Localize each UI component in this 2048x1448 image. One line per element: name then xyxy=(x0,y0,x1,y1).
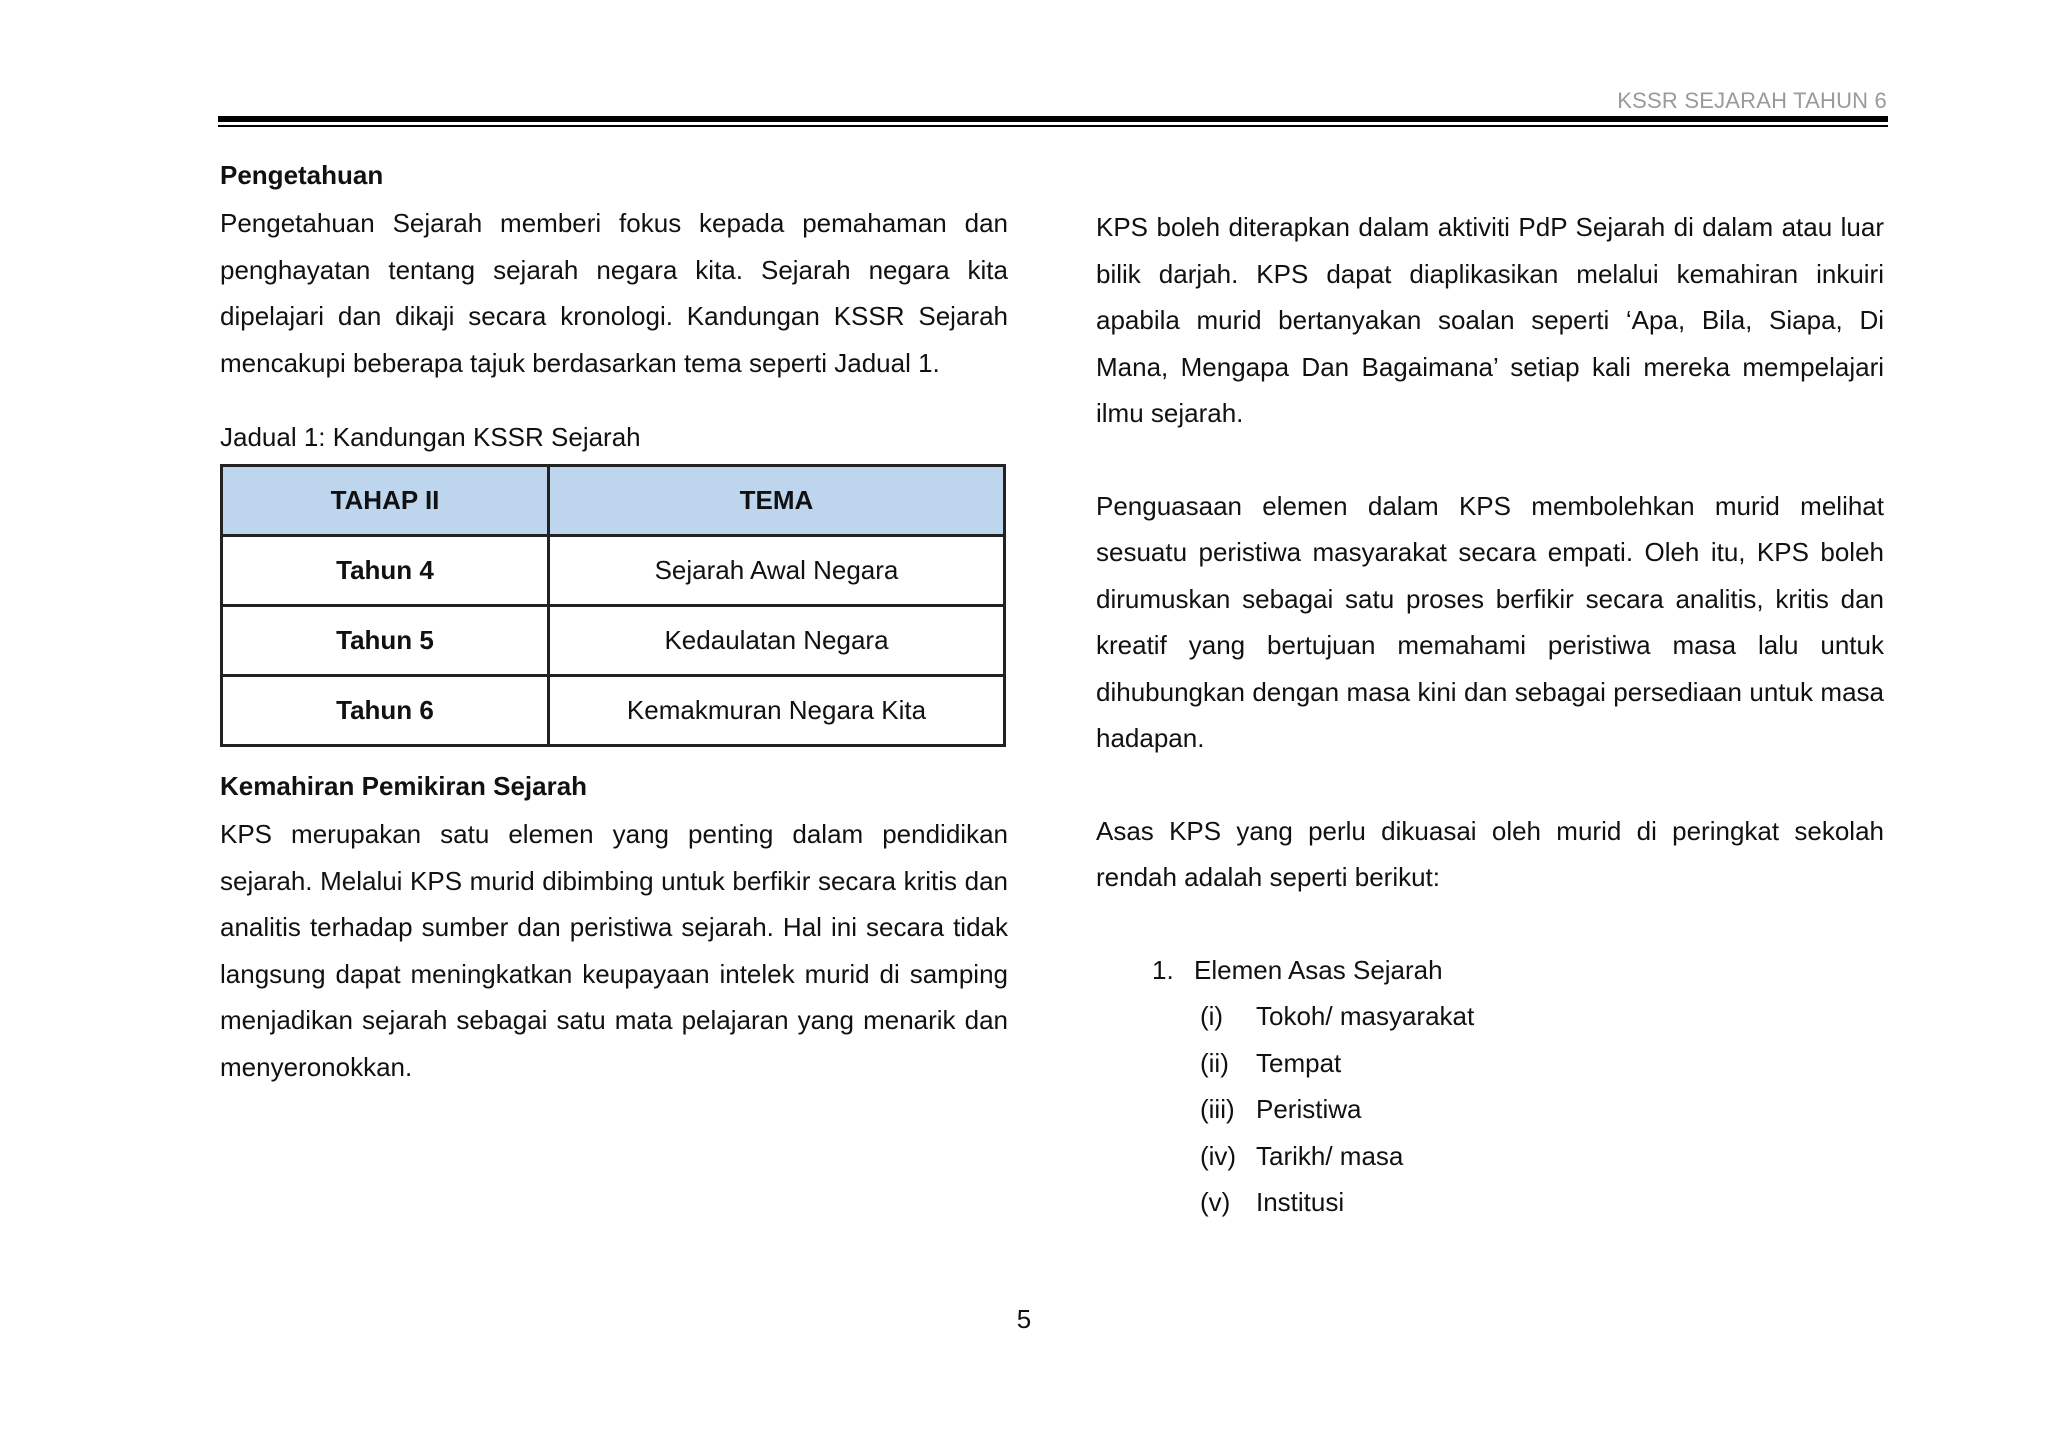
sub-list-numeral: (iii) xyxy=(1200,1094,1235,1124)
sub-list-text: Institusi xyxy=(1256,1187,1345,1217)
table-cell-theme: Kemakmuran Negara Kita xyxy=(626,695,927,725)
list-number: 1. xyxy=(1152,954,1174,985)
sub-list-text: Peristiwa xyxy=(1256,1094,1362,1124)
paragraph-kps-application: KPS boleh diterapkan dalam aktiviti PdP Sejarah di dalam atau luar bilik darjah. KPS dapat diaplikasikan melalui kemahiran inkuiri apabila murid bertanyakan soalan seperti ‘Apa, Bila, Siapa, Di Mana, Mengapa Dan Bagaimana’ setiap kali mereka mempelajari ilmu sejarah. xyxy=(1096,212,1884,428)
paragraph-kps: KPS merupakan satu elemen yang penting dalam pendidikan sejarah. Melalui KPS murid dibimbing untuk berfikir secara kritis dan analitis terhadap sumber dan peristiwa sejarah. Hal ini secara tidak langsung dapat meningkatkan keupayaan intelek murid di samping menjadikan sejarah sebagai satu mata pelajaran yang menarik dan menyeronokkan. xyxy=(220,819,1008,1082)
sub-list-numeral: (ii) xyxy=(1200,1047,1229,1078)
sub-list-text: Tempat xyxy=(1256,1047,1342,1078)
table-cell-year: Tahun 6 xyxy=(223,677,550,744)
section-heading-pengetahuan: Pengetahuan xyxy=(220,160,384,190)
content-table xyxy=(220,464,1006,747)
list-title: Elemen Asas Sejarah xyxy=(1194,954,1443,985)
list-item xyxy=(1152,947,1884,994)
sub-list-text: Tokoh/ masyarakat xyxy=(1256,1001,1475,1031)
table-cell-theme: Kedaulatan Negara xyxy=(550,607,1003,677)
sub-list-item xyxy=(1200,1086,1884,1133)
table-row xyxy=(223,607,1003,677)
sub-list-numeral: (iv) xyxy=(1200,1140,1237,1171)
header-rule-thin xyxy=(218,125,1888,127)
running-header: KSSR SEJARAH TAHUN 6 xyxy=(1617,88,1887,113)
table-row xyxy=(223,677,1003,744)
sub-list-numeral: (i) xyxy=(1200,1001,1224,1031)
left-column xyxy=(220,158,1008,1090)
header-rule-thick xyxy=(218,116,1888,122)
table-caption: Jadual 1: Kandungan KSSR Sejarah xyxy=(220,422,641,452)
sub-list-item xyxy=(1200,1179,1884,1226)
right-column xyxy=(1096,204,1884,1226)
table-cell-theme: Sejarah Awal Negara xyxy=(550,537,1003,607)
section-heading-kps: Kemahiran Pemikiran Sejarah xyxy=(220,771,588,801)
table-header-row xyxy=(223,467,1003,537)
sub-list-item xyxy=(1200,993,1884,1040)
table-header-cell: TEMA xyxy=(550,467,1003,537)
table-cell-year: Tahun 4 xyxy=(223,537,550,607)
elements-list xyxy=(1152,947,1884,1226)
sub-list-item xyxy=(1200,1040,1884,1087)
paragraph-kps-basics: Asas KPS yang perlu dikuasai oleh murid di peringkat sekolah rendah adalah seperti berikut: xyxy=(1096,815,1884,892)
paragraph-pengetahuan: Pengetahuan Sejarah memberi fokus kepada pemahaman dan penghayatan tentang sejarah negara kita. Sejarah negara kita dipelajari dan dikaji secara kronologi. Kandungan KSSR Sejarah mencakupi beberapa tajuk berdasarkan tema seperti Jadual 1. xyxy=(220,208,1008,378)
paragraph-kps-mastery: Penguasaan elemen dalam KPS membolehkan murid melihat sesuatu peristiwa masyarakat secara empati. Oleh itu, KPS boleh dirumuskan sebagai satu proses berfikir secara analitis, kritis dan kreatif yang bertujuan memahami peristiwa masa lalu untuk dihubungkan dengan masa kini dan sebagai persediaan untuk masa hadapan. xyxy=(1096,490,1884,753)
table-header-cell: TAHAP II xyxy=(223,467,550,537)
table-row xyxy=(223,537,1003,607)
sub-list-text: Tarikh/ masa xyxy=(1256,1140,1404,1171)
sub-list-item xyxy=(1200,1133,1884,1180)
page-number: 5 xyxy=(1016,1304,1032,1334)
table-cell-year: Tahun 5 xyxy=(223,607,550,677)
sub-list-numeral: (v) xyxy=(1200,1187,1231,1217)
